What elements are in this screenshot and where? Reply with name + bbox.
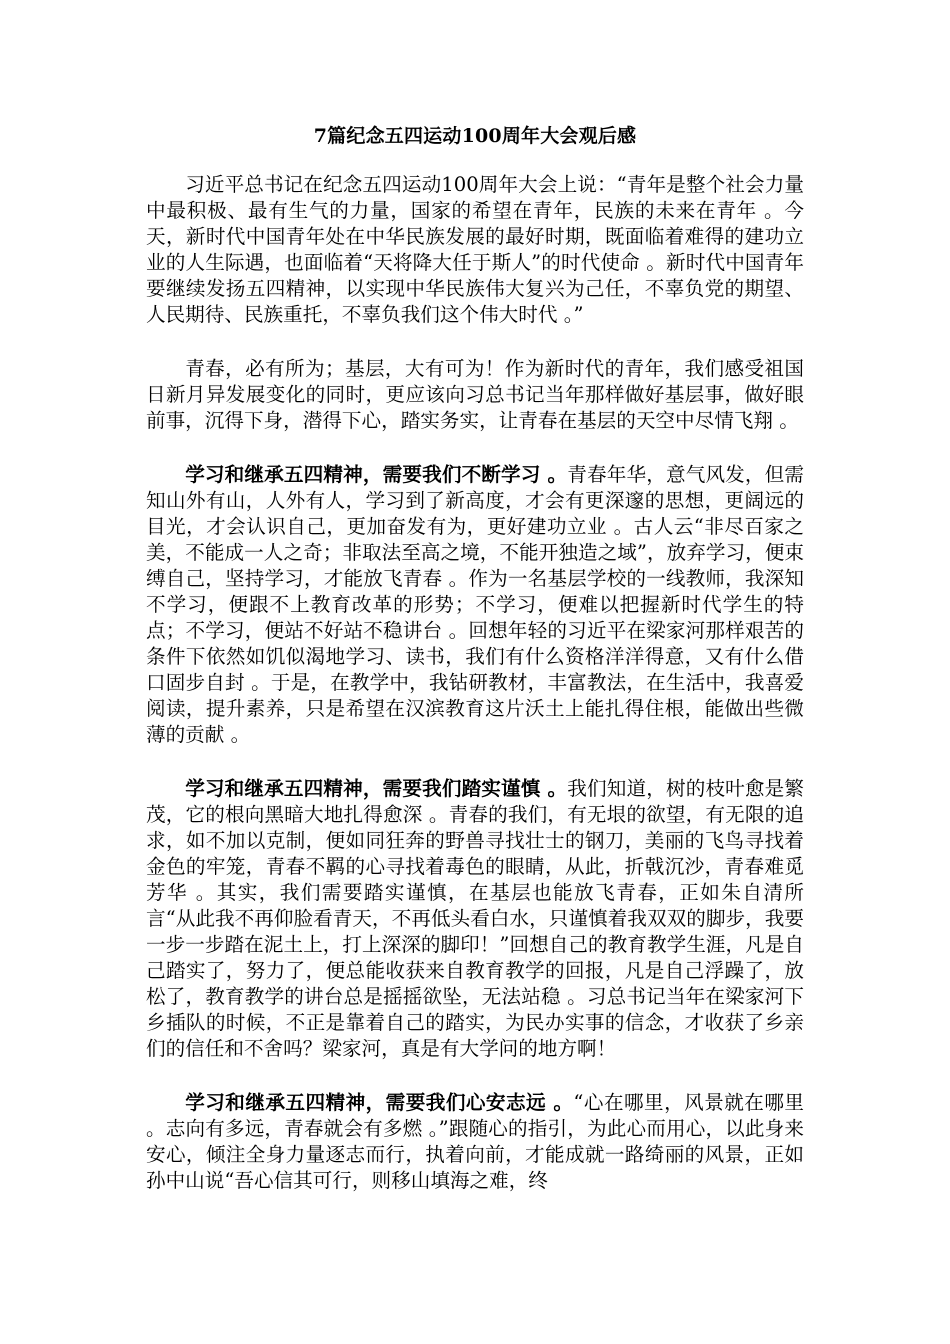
paragraph-4-text: 我们知道，树的枝叶愈是繁茂，它的根向黑暗大地扎得愈深 。青春的我们，有无垠的欲望，有无限的追求，如不加以克制，便如同狂奔的野兽寻找壮士的钢刀，美丽的飞鸟寻找着金色的牢笼，青春不羁的心寻找着毒色的眼睛，从此，折戟沉沙，青春难觅芳华 。其实，我们需要踏实谨慎，在基层也能放飞青春，正如朱自清所言“从此我不再仰脸看青天，不再低头看白水，只谨慎着我双双的脚步，我要一步一步踏在泥土上，打上深深的脚印！”回想自己的教育教学生涯，凡是自己踏实了，努力了，便总能收获来自教育教学的回报，凡是自己浮躁了，放松了，教育教学的讲台总是摇摇欲坠，无法站稳 。习总书记当年在梁家河下乡插队的时候，不正是靠着自己的踏实，为民办实事的信念，才收获了乡亲们的信任和不舍吗？梁家河，真是有大学问的地方啊！ <box>146 777 804 1060</box>
paragraph-1 <box>146 172 804 328</box>
document-title: 7篇纪念五四运动100周年大会观后感 <box>313 125 637 147</box>
paragraph-1-text: 习近平总书记在纪念五四运动100周年大会上说：“青年是整个社会力量中最积极、最有生气的力量，国家的希望在青年，民族的未来在青年 。今天，新时代中国青年处在中华民族发展的最好时期，既面临着难得的建功立业的人生际遇，也面临着“天将降大任于斯人”的时代使命 。新时代中国青年要继续发扬五四精神，以实现中华民族伟大复兴为己任，不辜负党的期望、人民期待、民族重托，不辜负我们这个伟大时代 。” <box>146 173 804 326</box>
paragraph-4-lead: 学习和继承五四精神，需要我们踏实谨慎 。 <box>185 777 568 800</box>
paragraph-5-text: “心在哪里，风景就在哪里 。志向有多远，青春就会有多燃 。”跟随心的指引，为此心而用心，以此身来安心，倾注全身力量逐志而行，执着向前，才能成就一路绮丽的风景，正如孙中山说“吾心信其可行，则移山填海之难，终 <box>146 1091 804 1192</box>
paragraph-2 <box>146 356 804 434</box>
paragraph-5 <box>146 1090 804 1194</box>
paragraph-3-lead: 学习和继承五四精神，需要我们不断学习 。 <box>185 463 568 486</box>
paragraph-4 <box>146 776 804 1062</box>
document-page <box>146 122 804 1222</box>
paragraph-3-text: 青春年华，意气风发，但需知山外有山，人外有人，学习到了新高度，才会有更深邃的思想，更阔远的目光，才会认识自己，更加奋发有为，更好建功立业 。古人云“非尽百家之美，不能成一人之奇；非取法至高之境，不能开独造之域”，放弃学习，便束缚自己，坚持学习，才能放飞青春 。作为一名基层学校的一线教师，我深知不学习，便跟不上教育改革的形势；不学习，便难以把握新时代学生的特点；不学习，便站不好站不稳讲台 。回想年轻的习近平在梁家河那样艰苦的条件下依然如饥似渴地学习、读书，我们有什么资格洋洋得意，又有什么借口固步自封 。于是，在教学中，我钻研教材，丰富教法，在生活中，我喜爱阅读，提升素养，只是希望在汉滨教育这片沃土上能扎得住根，能做出些微薄的贡献 。 <box>146 463 804 746</box>
paragraph-5-lead: 学习和继承五四精神，需要我们心安志远 。 <box>185 1091 574 1114</box>
paragraph-3 <box>146 462 804 748</box>
paragraph-2-text: 青春，必有所为；基层，大有可为！作为新时代的青年，我们感受祖国日新月异发展变化的同时，更应该向习总书记当年那样做好基层事，做好眼前事，沉得下身，潜得下心，踏实务实，让青春在基层的天空中尽情飞翔 。 <box>146 357 804 432</box>
